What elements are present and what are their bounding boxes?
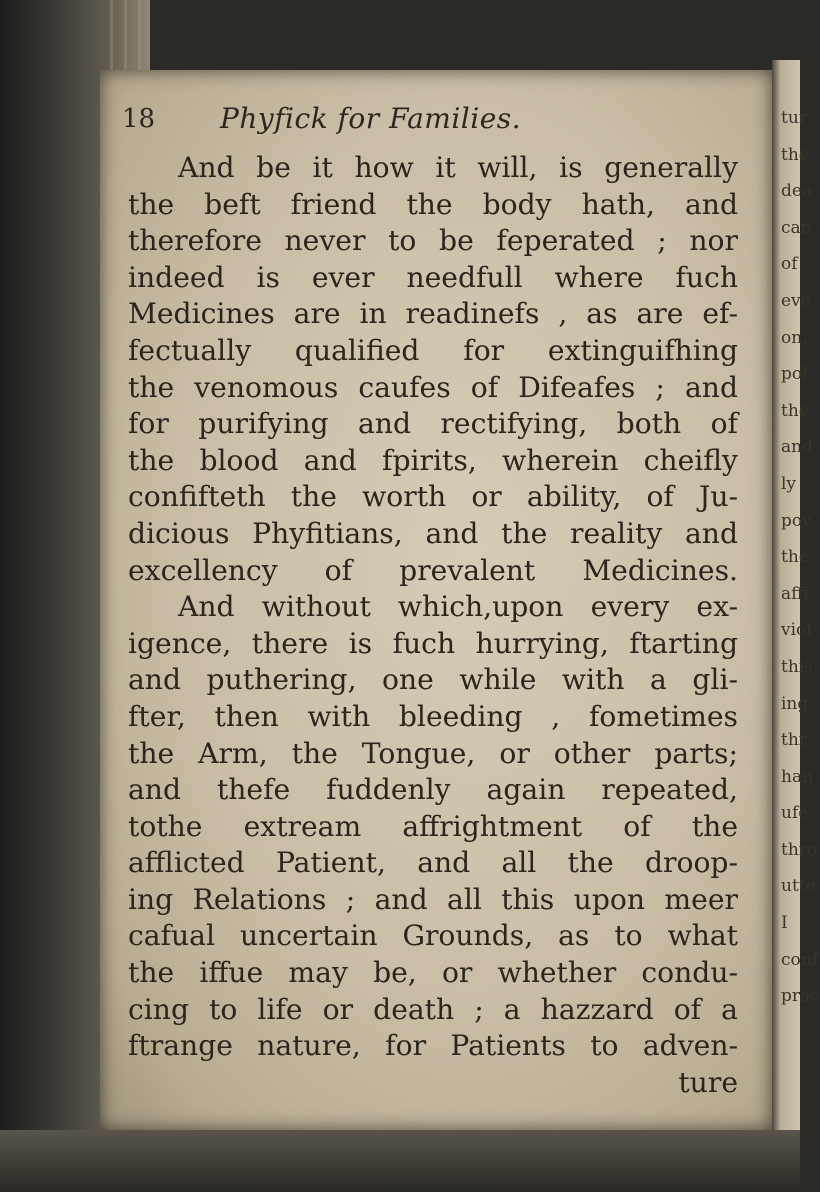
adjacent-text-fragment: the [781, 144, 809, 165]
text-line: for purifying and rectifying, both of [128, 407, 738, 441]
text-line: cafual uncertain Grounds, as to what [128, 919, 738, 953]
text-line: cing to life or death ; a hazzard of a [128, 992, 738, 1026]
text-line: ture [678, 1065, 738, 1099]
text-line: fter, then with bleeding , fometimes [128, 699, 738, 733]
text-line: And be it how it will, is generally [178, 151, 738, 184]
adjacent-text-fragment: tur [781, 108, 807, 128]
adjacent-text-fragment: thro [781, 839, 818, 860]
adjacent-text-fragment: on, [781, 327, 808, 348]
adjacent-text-fragment: affi [781, 583, 809, 604]
text-line: the blood and fpirits, wherein cheifly [128, 443, 738, 477]
text-line: and thefe fuddenly again repeated, [128, 773, 738, 807]
text-line: indeed is ever needfull where fuch [128, 260, 738, 294]
adjacent-text-fragment: eve [781, 290, 811, 311]
text-line: the Arm, the Tongue, or other parts; [128, 736, 738, 770]
adjacent-text-fragment: can [781, 217, 812, 238]
text-line: fectually qualified for extinguifhing [128, 333, 738, 367]
adjacent-text-fragment: viol [781, 620, 812, 641]
text-line: therefore never to be feperated ; nor [128, 224, 738, 258]
text-line: the iffue may be, or whether condu- [128, 956, 738, 990]
book-page [100, 70, 772, 1130]
adjacent-text-fragment: pol [781, 364, 808, 385]
text-line: dicious Phyfitians, and the reality and [128, 516, 738, 550]
adjacent-text-fragment: conf [781, 949, 818, 970]
adjacent-text-fragment: of [781, 254, 798, 275]
adjacent-text-fragment: and [781, 437, 813, 458]
page-header [122, 100, 742, 140]
adjacent-text-fragment: ufe [781, 803, 809, 824]
adjacent-text-fragment: utte [781, 876, 816, 897]
text-line: ing Relations ; and all this upon meer [128, 882, 738, 916]
adjacent-page-edge [772, 60, 820, 1150]
adjacent-text-fragment: han [781, 766, 814, 787]
text-line: and puthering, one while with a gli- [128, 663, 738, 697]
text-line: the venomous caufes of Difeafes ; and [128, 370, 738, 404]
page-number: 18 [122, 104, 156, 134]
adjacent-text-fragment: thr [781, 730, 807, 751]
text-line: confifteth the worth or ability, of Ju- [128, 480, 738, 514]
page-bottom-shadow [0, 1130, 800, 1192]
adjacent-text-fragment: the [781, 547, 809, 568]
adjacent-page-text [772, 100, 820, 1015]
adjacent-text-fragment: ing [781, 693, 809, 714]
text-line: afflicted Patient, and all the droop- [128, 846, 738, 880]
running-title: Phyfick for Families. [220, 102, 522, 135]
text-line: ftrange nature, for Patients to adven- [128, 1029, 738, 1063]
text-line: Medicines are in readinefs , as are ef- [128, 297, 738, 331]
body-text [128, 150, 758, 1101]
adjacent-text-fragment: this [781, 656, 813, 677]
adjacent-text-fragment: pov [781, 510, 812, 531]
adjacent-text-fragment: I [781, 913, 788, 934]
text-line: the beft friend the body hath, and [128, 187, 738, 221]
text-line: And without which,upon every ex- [178, 590, 738, 624]
adjacent-text-fragment: ly [781, 473, 797, 494]
text-line: igence, there is fuch hurrying, ftarting [128, 626, 738, 660]
text-line: tothe extream affrightment of the [128, 809, 738, 843]
adjacent-text-fragment: dea [781, 181, 813, 202]
adjacent-text-fragment: prac [781, 986, 820, 1007]
text-line: excellency of prevalent Medicines. [128, 553, 738, 587]
adjacent-text-fragment: the [781, 400, 809, 421]
